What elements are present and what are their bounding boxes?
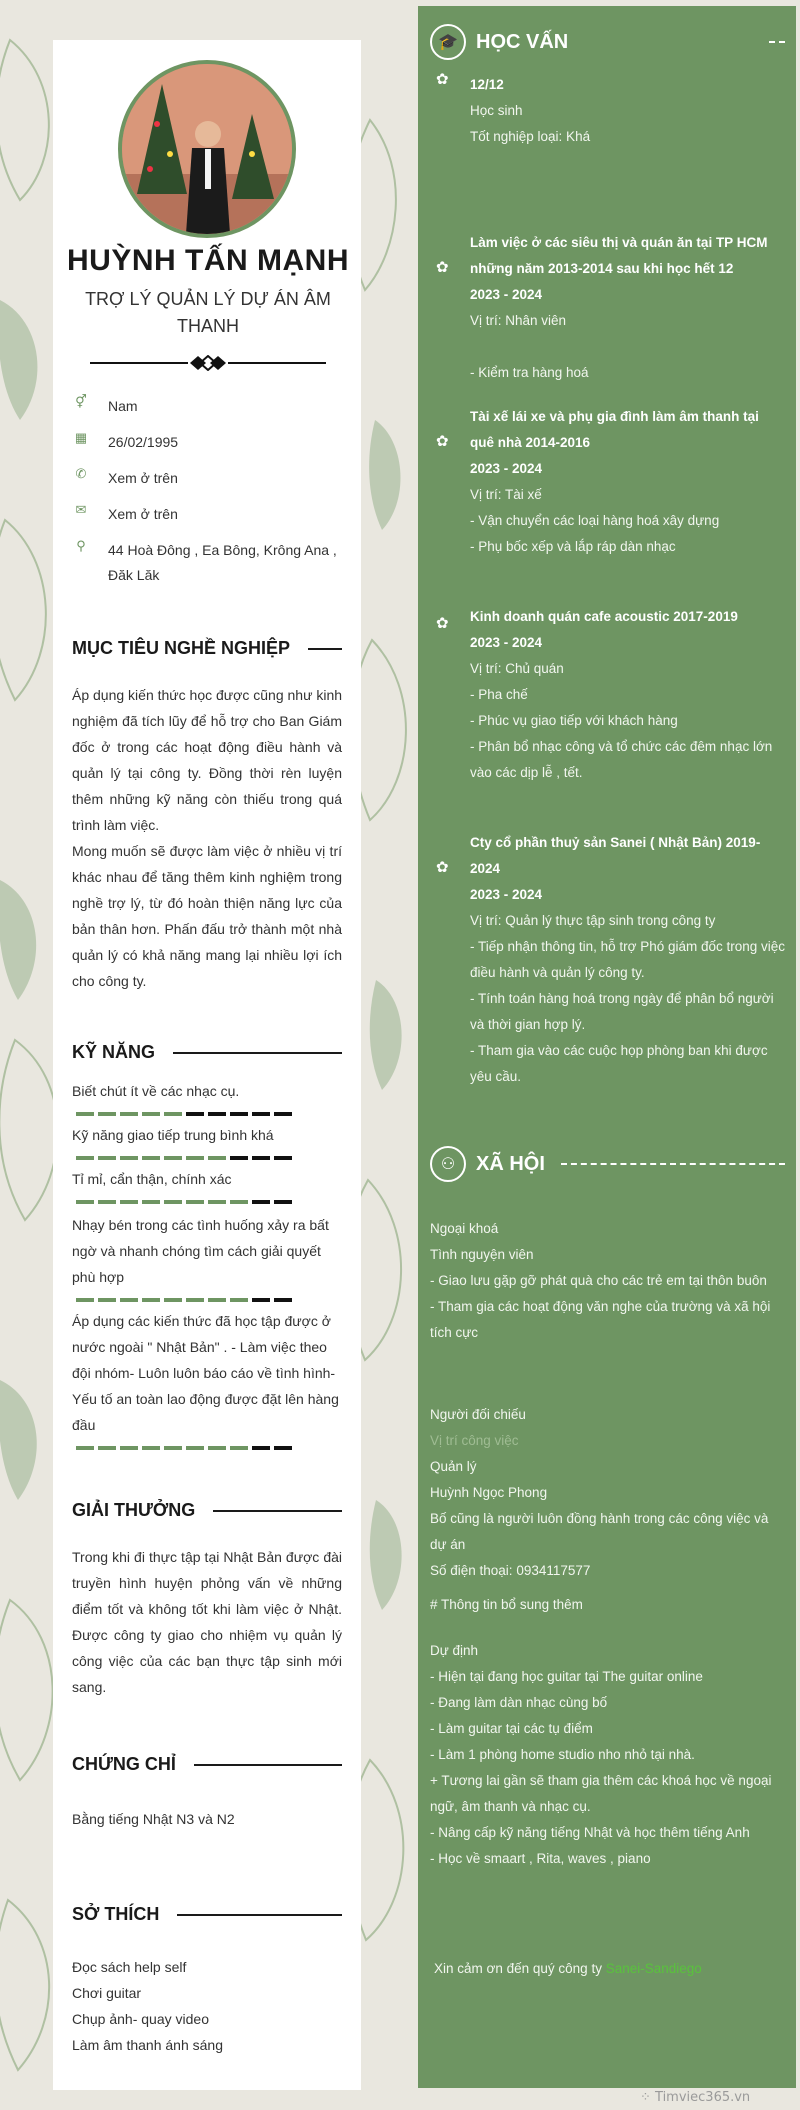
skill-bar-segment xyxy=(76,1298,94,1302)
experience-item: ✿ Làm việc ở các siêu thị và quán ăn tại TP HCM những năm 2013-2014 sau khi học hết 12 2023 - 2024 Vị trí: Nhân viên - Kiểm tra hàng hoá xyxy=(436,235,768,380)
skill-bar-segment xyxy=(230,1446,248,1450)
phone-icon: ✆ xyxy=(75,466,87,481)
skill-bar-segment xyxy=(208,1112,226,1116)
phone-row: ✆ Xem ở trên xyxy=(72,466,338,491)
job-title: TRỢ LÝ QUẢN LÝ DỰ ÁN ÂM THANH xyxy=(85,289,331,336)
skill-bar-segment xyxy=(252,1200,270,1204)
flower-icon: ✿ xyxy=(436,859,449,876)
awards-text: Trong khi đi thực tập tại Nhật Bản được đài truyền hình huyện phỏng vấn về những điểm tốt và không tốt khi làm việc ở Nhật. Được công ty giao cho nhiệm vụ quản lý công việc của các bạn thực tập sinh mới sang. xyxy=(72,1549,342,1695)
skill-bar-segment xyxy=(142,1298,160,1302)
skill-name: Nhạy bén trong các tình huống xảy ra bất ngờ và nhanh chóng tìm cách giải quyết phù hợp xyxy=(72,1217,329,1285)
skill-bar-segment xyxy=(252,1156,270,1160)
skill-bar-segment xyxy=(98,1200,116,1204)
address-row: ⚲ 44 Hoà Đông , Ea Bông, Krông Ana , Đăk Lăk xyxy=(72,538,338,588)
skill-bar-segment xyxy=(98,1112,116,1116)
skill-bar-segment xyxy=(142,1446,160,1450)
social-section: Ngoại khoá Tình nguyện viên - Giao lưu gặp gỡ phát quà cho các trẻ em tại thôn buôn - Tham gia các hoạt động văn nghe của trường và xã hội tích cực xyxy=(430,1221,771,1340)
birthday-row: ▦ 26/02/1995 xyxy=(72,430,338,455)
candidate-name: HUỲNH TẤN MẠNH xyxy=(67,244,349,277)
skill-bar-segment xyxy=(120,1156,138,1160)
reference-position-placeholder: Vị trí công việc xyxy=(430,1433,519,1448)
skill-bar-segment xyxy=(230,1298,248,1302)
skill-bar-segment xyxy=(252,1112,270,1116)
right-column xyxy=(418,6,796,2088)
skill-bar-segment xyxy=(164,1446,182,1450)
flower-icon: ✿ xyxy=(436,259,449,276)
skill-bar-segment xyxy=(274,1446,292,1450)
skill-bar-segment xyxy=(230,1112,248,1116)
name-divider xyxy=(90,355,326,371)
skill-bar-segment xyxy=(76,1156,94,1160)
skill-bar xyxy=(76,1298,294,1302)
skill-bar-segment xyxy=(76,1446,94,1450)
avatar xyxy=(118,60,296,238)
skill-name: Kỹ năng giao tiếp trung bình khá xyxy=(72,1127,274,1143)
skill-bar xyxy=(76,1446,294,1450)
skill-bar-segment xyxy=(274,1200,292,1204)
objective-text-1: Áp dụng kiến thức học được cũng như kinh nghiệm đã tích lũy để hỗ trợ cho Ban Giám đốc ở trong các hoạt động điều hành và quản lý tại công ty. Đồng thời rèn luyện thêm những kỹ năng còn thiếu trong quá trình làm việc. xyxy=(72,687,343,833)
watermark: ⁘ Timviec365.vn xyxy=(640,2090,751,2105)
skill-bar xyxy=(76,1200,294,1204)
left-column xyxy=(53,40,361,2090)
cake-icon: ▦ xyxy=(74,430,88,445)
skill-bar xyxy=(76,1112,294,1116)
certificates-heading: CHỨNG CHỈ xyxy=(72,1754,342,1775)
flower-icon: ✿ xyxy=(436,433,449,450)
skill-bar-segment xyxy=(76,1200,94,1204)
skill-bar-segment xyxy=(120,1298,138,1302)
profile-photo xyxy=(122,64,292,234)
skill-bar-segment xyxy=(208,1446,226,1450)
objective-text-2: Mong muốn sẽ được làm việc ở nhiều vị trí khác nhau để tăng thêm kinh nghiệm trong nghề trợ lý, từ đó hoàn thiện năng lực của bản thân hơn. Phấn đấu trở thành một nhà quản lý có khả năng mang lại nhiều lợi ích cho công ty. xyxy=(72,843,342,989)
location-pin-icon: ⚲ xyxy=(76,538,86,553)
hobby-item: Đọc sách help self xyxy=(72,1959,187,1975)
skill-bar-segment xyxy=(142,1112,160,1116)
skill-name: Tỉ mỉ, cẩn thận, chính xác xyxy=(72,1171,232,1187)
skill-name: Biết chút ít về các nhạc cụ. xyxy=(72,1083,240,1099)
objective-heading: MỤC TIÊU NGHỀ NGHIỆP xyxy=(72,638,342,659)
skill-bar-segment xyxy=(164,1200,182,1204)
hobbies-heading: SỞ THÍCH xyxy=(72,1904,342,1925)
skill-bar-segment xyxy=(208,1156,226,1160)
skill-bar-segment xyxy=(252,1446,270,1450)
skill-bar-segment xyxy=(76,1112,94,1116)
thanks-line: Xin cảm ơn đến quý công ty Sanei-Sandiego xyxy=(434,1961,702,1976)
hobby-item: Làm âm thanh ánh sáng xyxy=(72,2037,223,2053)
email-row: ✉ Xem ở trên xyxy=(72,502,338,527)
skill-bar-segment xyxy=(164,1112,182,1116)
skill-bar-segment xyxy=(274,1298,292,1302)
community-icon: ⚇ xyxy=(430,1146,466,1182)
plans-section: Dự định - Hiện tại đang học guitar tại The guitar online - Đang làm dàn nhạc cùng bố - Làm guitar tại các tụ điểm - Làm 1 phòng home studio nho nhỏ tại nhà. + Tương lai gần sẽ tham gia thêm các khoá học về ngoại ngữ, âm thanh và nhạc cụ. - Nâng cấp kỹ năng tiếng Nhật và học thêm tiếng Anh - Học về smaart , Rita, waves , piano xyxy=(430,1643,772,1866)
envelope-icon: ✉ xyxy=(75,502,87,517)
skill-name: Áp dụng các kiến thức đã học tập được ở nước ngoài " Nhật Bản" . - Làm việc theo đội nhóm- Luôn luôn báo cáo về tình hình- Yếu tố an toàn lao động được đặt lên hàng đầu xyxy=(72,1313,339,1433)
social-heading: ⚇ XÃ HỘI xyxy=(430,1146,785,1182)
skill-bar-segment xyxy=(186,1156,204,1160)
flower-icon: ✿ xyxy=(436,71,449,88)
skill-bar-segment xyxy=(142,1156,160,1160)
skill-bar-segment xyxy=(186,1112,204,1116)
skill-bar-segment xyxy=(142,1200,160,1204)
skill-bar-segment xyxy=(274,1112,292,1116)
skill-bar-segment xyxy=(120,1112,138,1116)
skill-bar-segment xyxy=(186,1200,204,1204)
skill-bar-segment xyxy=(120,1200,138,1204)
skill-bar-segment xyxy=(274,1156,292,1160)
education-item: ✿ 12/12 Học sinh Tốt nghiệp loại: Khá xyxy=(436,71,591,144)
gender-row: ⚥ Nam xyxy=(72,394,338,419)
skill-bar-segment xyxy=(230,1156,248,1160)
company-name: Sanei-Sandiego xyxy=(605,1961,702,1976)
skill-bar-segment xyxy=(164,1298,182,1302)
hobby-item: Chơi guitar xyxy=(72,1985,142,2001)
skill-bar-segment xyxy=(98,1446,116,1450)
graduation-cap-icon: 🎓 xyxy=(430,24,466,60)
skill-bar-segment xyxy=(252,1298,270,1302)
reference-section: Người đối chiếu Vị trí công việc Quản lý Huỳnh Ngọc Phong Bố cũng là người luôn đồng hành trong các công việc và dự án Số điện thoại: 0934117577 xyxy=(430,1402,785,1584)
skill-bar-segment xyxy=(120,1446,138,1450)
experience-item: ✿ Tài xế lái xe và phụ gia đình làm âm thanh tại quê nhà 2014-2016 2023 - 2024 Vị trí: Tài xế - Vận chuyển các loại hàng hoá xây dựng - Phụ bốc xếp và lắp ráp dàn nhạc xyxy=(436,409,759,554)
skill-bar-segment xyxy=(186,1298,204,1302)
skill-bar-segment xyxy=(164,1156,182,1160)
skill-bar-segment xyxy=(230,1200,248,1204)
flower-icon: ✿ xyxy=(436,615,449,632)
skill-bar-segment xyxy=(208,1298,226,1302)
extra-info-title: # Thông tin bổ sung thêm xyxy=(430,1597,583,1612)
experience-item: ✿ Cty cổ phần thuỷ sản Sanei ( Nhật Bản) 2019-2024 2023 - 2024 Vị trí: Quản lý thực tập sinh trong công ty - Tiếp nhận thông tin, hỗ trợ Phó giám đốc trong việc điều hành và quản lý công ty. - Tính toán hàng hoá trong ngày để phân bổ người và thời gian hợp lý. - Tham gia vào các cuộc họp phòng ban khi được yêu cầu. xyxy=(436,835,786,1084)
hobby-item: Chụp ảnh- quay video xyxy=(72,2011,209,2027)
skill-bar-segment xyxy=(98,1156,116,1160)
skills-heading: KỸ NĂNG xyxy=(72,1042,342,1063)
skill-bar-segment xyxy=(98,1298,116,1302)
education-heading: 🎓 HỌC VẤN xyxy=(430,24,785,60)
skill-bar xyxy=(76,1156,294,1160)
gender-icon: ⚥ xyxy=(75,394,87,409)
skill-bar-segment xyxy=(208,1200,226,1204)
certificates-text: Bằng tiếng Nhật N3 và N2 xyxy=(72,1811,235,1827)
awards-heading: GIẢI THƯỞNG xyxy=(72,1500,342,1521)
skill-bar-segment xyxy=(186,1446,204,1450)
experience-item: ✿ Kinh doanh quán cafe acoustic 2017-2019 2023 - 2024 Vị trí: Chủ quán - Pha chế - Phúc vụ giao tiếp với khách hàng - Phân bổ nhạc công và tổ chức các đêm nhạc lớn vào các dịp lễ , tết. xyxy=(436,609,773,780)
